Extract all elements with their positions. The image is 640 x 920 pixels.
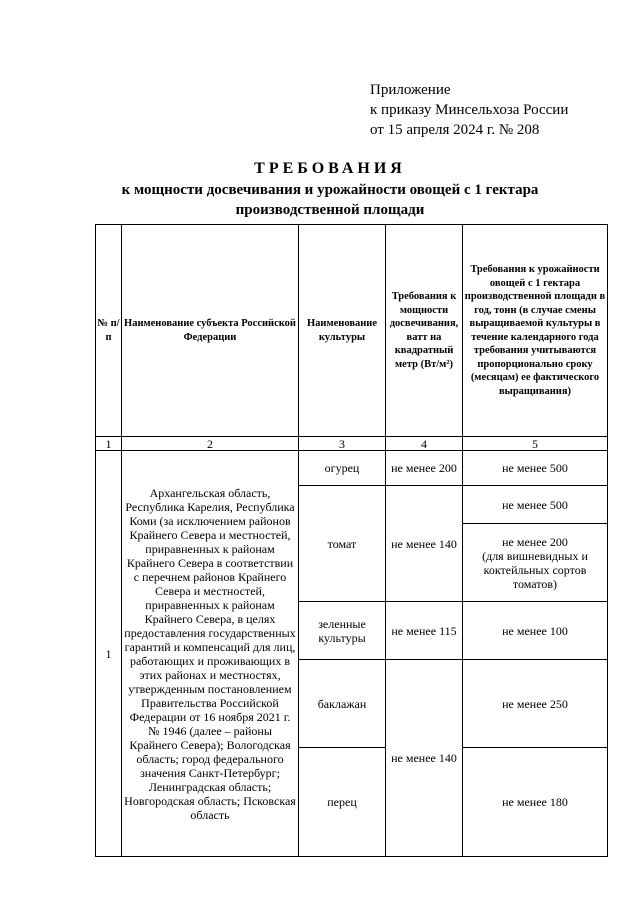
table-row bbox=[96, 451, 608, 486]
yield-tomato-cherry bbox=[463, 524, 608, 602]
header-power: Требования к мощности досвечивания, ватт на квадратный метр (Вт/м²) bbox=[386, 225, 463, 437]
yield-pepper: не менее 180 bbox=[463, 748, 608, 857]
header-row bbox=[96, 225, 608, 437]
crop-tomato: томат bbox=[299, 486, 386, 602]
yield-tomato-cherry-value: не менее 200 bbox=[502, 534, 568, 549]
appendix-order-ref: к приказу Минсельхоза России bbox=[370, 102, 569, 118]
row-number: 1 bbox=[96, 451, 122, 857]
crop-eggplant: баклажан bbox=[299, 660, 386, 748]
crop-cucumber: огурец bbox=[299, 451, 386, 486]
power-tomato: не менее 140 bbox=[386, 486, 463, 602]
appendix-header bbox=[370, 80, 568, 140]
header-num: № п/п bbox=[96, 225, 122, 437]
power-greens: не менее 115 bbox=[386, 602, 463, 660]
subject-name: Архангельская область, Республика Карелия, Республика Коми (за исключением районов Крайнего Севера и местностей, приравненных к районам Крайнего Севера в соответствии с перечнем районов Крайнего Севера и местностей, приравненных к районам Крайнего Севера, в целях предоставления государственных гарантий и компенсаций для лиц, работающих и проживающих в этих районах и местностях, утвержденным постановлением Правительства Российской Федерации от 16 ноября 2021 г. № 1946 (далее – районы Крайнего Севера); Вологодская область; город федерального значения Санкт-Петербург; Ленинградская область; Новгородская область; Псковская область bbox=[122, 451, 299, 857]
column-number: 2 bbox=[122, 437, 299, 451]
power-cucumber: не менее 200 bbox=[386, 451, 463, 486]
yield-cucumber: не менее 500 bbox=[463, 451, 608, 486]
title-main: ТРЕБОВАНИЯ bbox=[254, 160, 406, 177]
appendix-order-date: от 15 апреля 2024 г. № 208 bbox=[370, 122, 540, 138]
crop-greens: зеленные культуры bbox=[299, 602, 386, 660]
requirements-table bbox=[95, 224, 608, 857]
yield-tomato: не менее 500 bbox=[463, 486, 608, 524]
column-number: 5 bbox=[463, 437, 608, 451]
column-number: 1 bbox=[96, 437, 122, 451]
column-number-row bbox=[96, 437, 608, 451]
header-subject: Наименование субъекта Российской Федерации bbox=[122, 225, 299, 437]
yield-eggplant: не менее 250 bbox=[463, 660, 608, 748]
column-number: 4 bbox=[386, 437, 463, 451]
document-title bbox=[60, 158, 600, 220]
appendix-label: Приложение bbox=[370, 82, 451, 98]
header-yield: Требования к урожайности овощей с 1 гектара производственной площади в год, тонн (в случае смены выращиваемой культуры в течение календарного года требования учитываются пропорционально сроку (месяцам) ее фактического выращивания) bbox=[463, 225, 608, 437]
crop-pepper: перец bbox=[299, 748, 386, 857]
yield-greens: не менее 100 bbox=[463, 602, 608, 660]
title-line-2: к мощности досвечивания и урожайности овощей с 1 гектара bbox=[121, 182, 539, 198]
yield-tomato-cherry-note: (для вишневидных и коктейльных сортов томатов) bbox=[482, 548, 588, 591]
header-crop: Наименование культуры bbox=[299, 225, 386, 437]
power-eggplant-pepper: не менее 140 bbox=[386, 660, 463, 857]
column-number: 3 bbox=[299, 437, 386, 451]
title-line-3: производственной площади bbox=[235, 202, 425, 218]
